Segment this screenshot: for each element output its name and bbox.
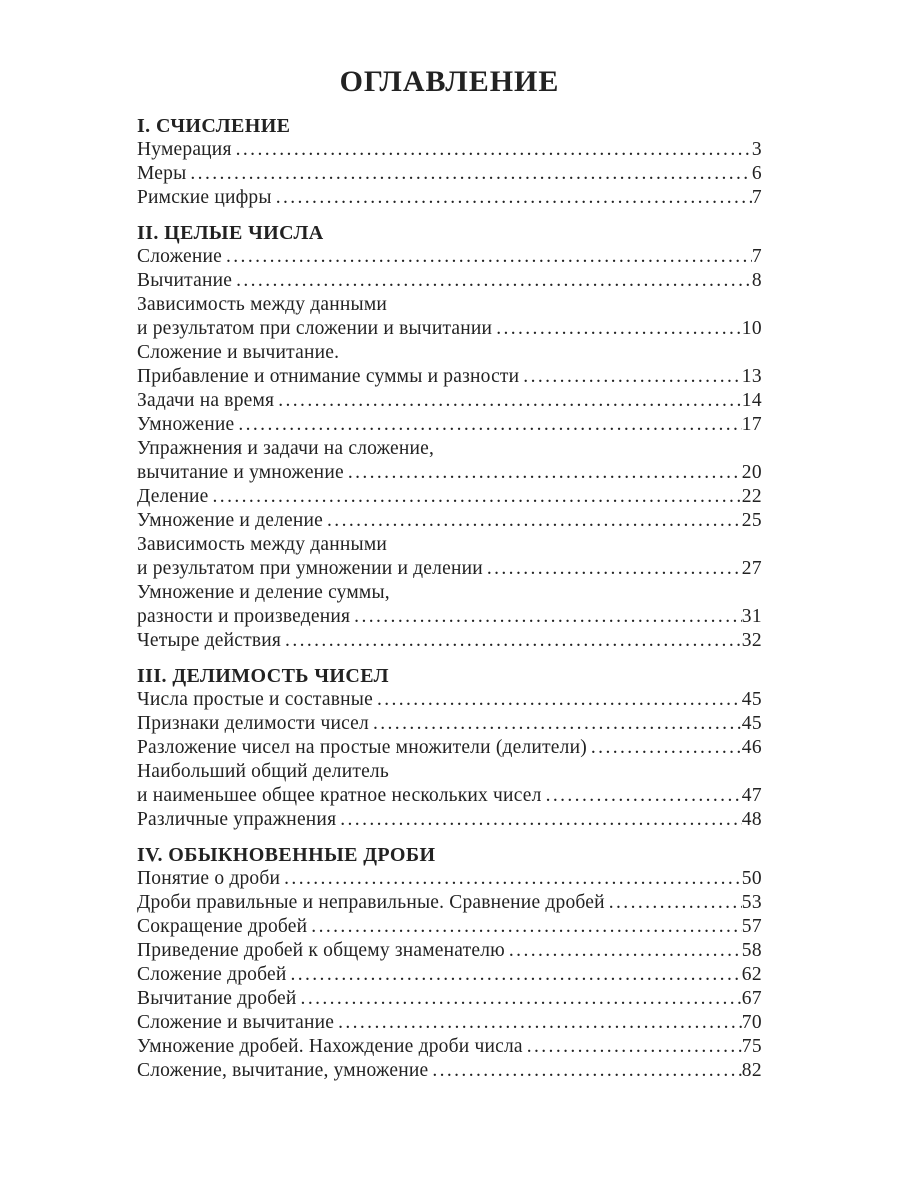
entry-label: Зависимость между данными [137,294,388,315]
toc-entry [137,963,762,987]
entry-page-number: 22 [741,486,762,507]
dot-leader [234,413,741,437]
entry-label: Признаки делимости чисел [137,713,369,734]
entry-label: Понятие о дроби [137,868,281,889]
toc-entry [137,389,762,413]
entry-label: вычитание и умножение [137,462,344,483]
dot-leader [274,389,741,413]
entry-page-number: 62 [741,964,762,985]
entry-label: Разложение чисел на простые множители (делители) [137,737,587,758]
page-title: ОГЛАВЛЕНИЕ [339,65,560,98]
toc-entry [137,712,762,736]
entry-label: Деление [137,486,209,507]
entry-page-number: 7 [751,246,762,267]
toc-entry [137,509,762,533]
toc-entry [137,186,762,210]
entry-page-number: 53 [741,892,762,913]
entry-label: Меры [137,163,187,184]
entry-page-number: 50 [741,868,762,889]
entry-page-number: 57 [741,916,762,937]
dot-leader [334,1011,742,1035]
entry-label: Прибавление и отнимание суммы и разности [137,366,520,387]
entry-label: Приведение дробей к общему знаменателю [137,940,505,961]
toc-entry [137,533,762,557]
dot-leader [222,245,752,269]
entry-label: Сложение и вычитание [137,1012,335,1033]
dot-leader [505,939,742,963]
dot-leader [344,461,742,485]
dot-leader [186,162,751,186]
toc-section [137,221,762,653]
toc-section [137,843,762,1083]
entry-label: Сложение и вычитание. [137,342,340,363]
entry-label: Умножение [137,414,235,435]
dot-leader [280,867,742,891]
entry-label: Числа простые и составные [137,689,373,710]
entry-page-number: 20 [741,462,762,483]
toc-entry [137,162,762,186]
dot-leader [209,485,742,509]
entry-label: Зависимость между данными [137,534,388,555]
toc-entry [137,939,762,963]
entry-page-number: 14 [741,390,762,411]
dot-leader [523,1035,742,1059]
entry-label: Сложение дробей [137,964,287,985]
toc-entry [137,485,762,509]
entry-label: Четыре действия [137,630,282,651]
toc-entry [137,437,762,461]
entry-label: Сложение, вычитание, умножение [137,1060,429,1081]
toc-entry [137,784,762,808]
toc-entry [137,365,762,389]
entry-label: Упражнения и задачи на сложение, [137,438,435,459]
table-of-contents [137,114,762,1083]
toc-entry [137,736,762,760]
entry-label: и наименьшее общее кратное нескольких чисел [137,785,542,806]
dot-leader [272,186,752,210]
dot-leader [587,736,742,760]
section-heading: IV. ОБЫКНОВЕННЫЕ ДРОБИ [137,844,436,866]
toc-entry [137,461,762,485]
entry-label: и результатом при сложении и вычитании [137,318,493,339]
entry-page-number: 3 [751,139,762,160]
toc-entry [137,808,762,832]
entry-page-number: 31 [741,606,762,627]
entry-page-number: 82 [741,1060,762,1081]
entry-label: Дроби правильные и неправильные. Сравнение дробей [137,892,605,913]
dot-leader [336,808,741,832]
entry-label: и результатом при умножении и делении [137,558,483,579]
entry-label: Различные упражнения [137,809,337,830]
entry-page-number: 75 [741,1036,762,1057]
entry-label: Вычитание [137,270,233,291]
dot-leader [232,138,752,162]
dot-leader [483,557,742,581]
entry-page-number: 67 [741,988,762,1009]
entry-label: Вычитание дробей [137,988,297,1009]
entry-label: Римские цифры [137,187,272,208]
toc-entry [137,138,762,162]
entry-label: Нумерация [137,139,232,160]
section-heading: III. ДЕЛИМОСТЬ ЧИСЕЛ [137,665,389,687]
toc-entry [137,557,762,581]
dot-leader [297,987,742,1011]
toc-entry [137,245,762,269]
entry-label: Умножение дробей. Нахождение дроби числа [137,1036,523,1057]
toc-entry [137,867,762,891]
dot-leader [369,712,742,736]
toc-entry [137,293,762,317]
entry-label: Наибольший общий делитель [137,761,389,782]
entry-page-number: 45 [741,689,762,710]
dot-leader [281,629,742,653]
dot-leader [286,963,741,987]
toc-entry [137,760,762,784]
entry-label: Задачи на время [137,390,275,411]
toc-entry [137,581,762,605]
entry-page-number: 8 [751,270,762,291]
dot-leader [492,317,742,341]
section-heading: I. СЧИСЛЕНИЕ [137,115,291,137]
entry-page-number: 58 [741,940,762,961]
entry-label: Умножение и деление [137,510,324,531]
entry-label: Сокращение дробей [137,916,308,937]
entry-page-number: 6 [751,163,762,184]
toc-entry [137,987,762,1011]
entry-label: Сложение [137,246,222,267]
dot-leader [232,269,752,293]
dot-leader [323,509,742,533]
entry-page-number: 46 [741,737,762,758]
toc-entry [137,1011,762,1035]
entry-page-number: 27 [741,558,762,579]
toc-entry [137,413,762,437]
entry-page-number: 70 [741,1012,762,1033]
toc-entry [137,688,762,712]
entry-page-number: 13 [741,366,762,387]
entry-label: Умножение и деление суммы, [137,582,390,603]
entry-label: разности и произведения [137,606,351,627]
dot-leader [519,365,741,389]
dot-leader [350,605,742,629]
toc-entry [137,1059,762,1083]
toc-entry [137,629,762,653]
toc-section [137,664,762,832]
toc-entry [137,891,762,915]
toc-entry [137,1035,762,1059]
entry-page-number: 32 [741,630,762,651]
entry-page-number: 7 [751,187,762,208]
toc-entry [137,605,762,629]
dot-leader [428,1059,741,1083]
toc-entry [137,341,762,365]
toc-entry [137,269,762,293]
toc-entry [137,915,762,939]
entry-page-number: 48 [741,809,762,830]
entry-page-number: 17 [741,414,762,435]
dot-leader [542,784,742,808]
dot-leader [373,688,742,712]
entry-page-number: 10 [741,318,762,339]
section-heading: II. ЦЕЛЫЕ ЧИСЛА [137,222,324,244]
dot-leader [307,915,741,939]
toc-section [137,114,762,210]
entry-page-number: 47 [741,785,762,806]
toc-entry [137,317,762,341]
dot-leader [605,891,742,915]
entry-page-number: 25 [741,510,762,531]
entry-page-number: 45 [741,713,762,734]
